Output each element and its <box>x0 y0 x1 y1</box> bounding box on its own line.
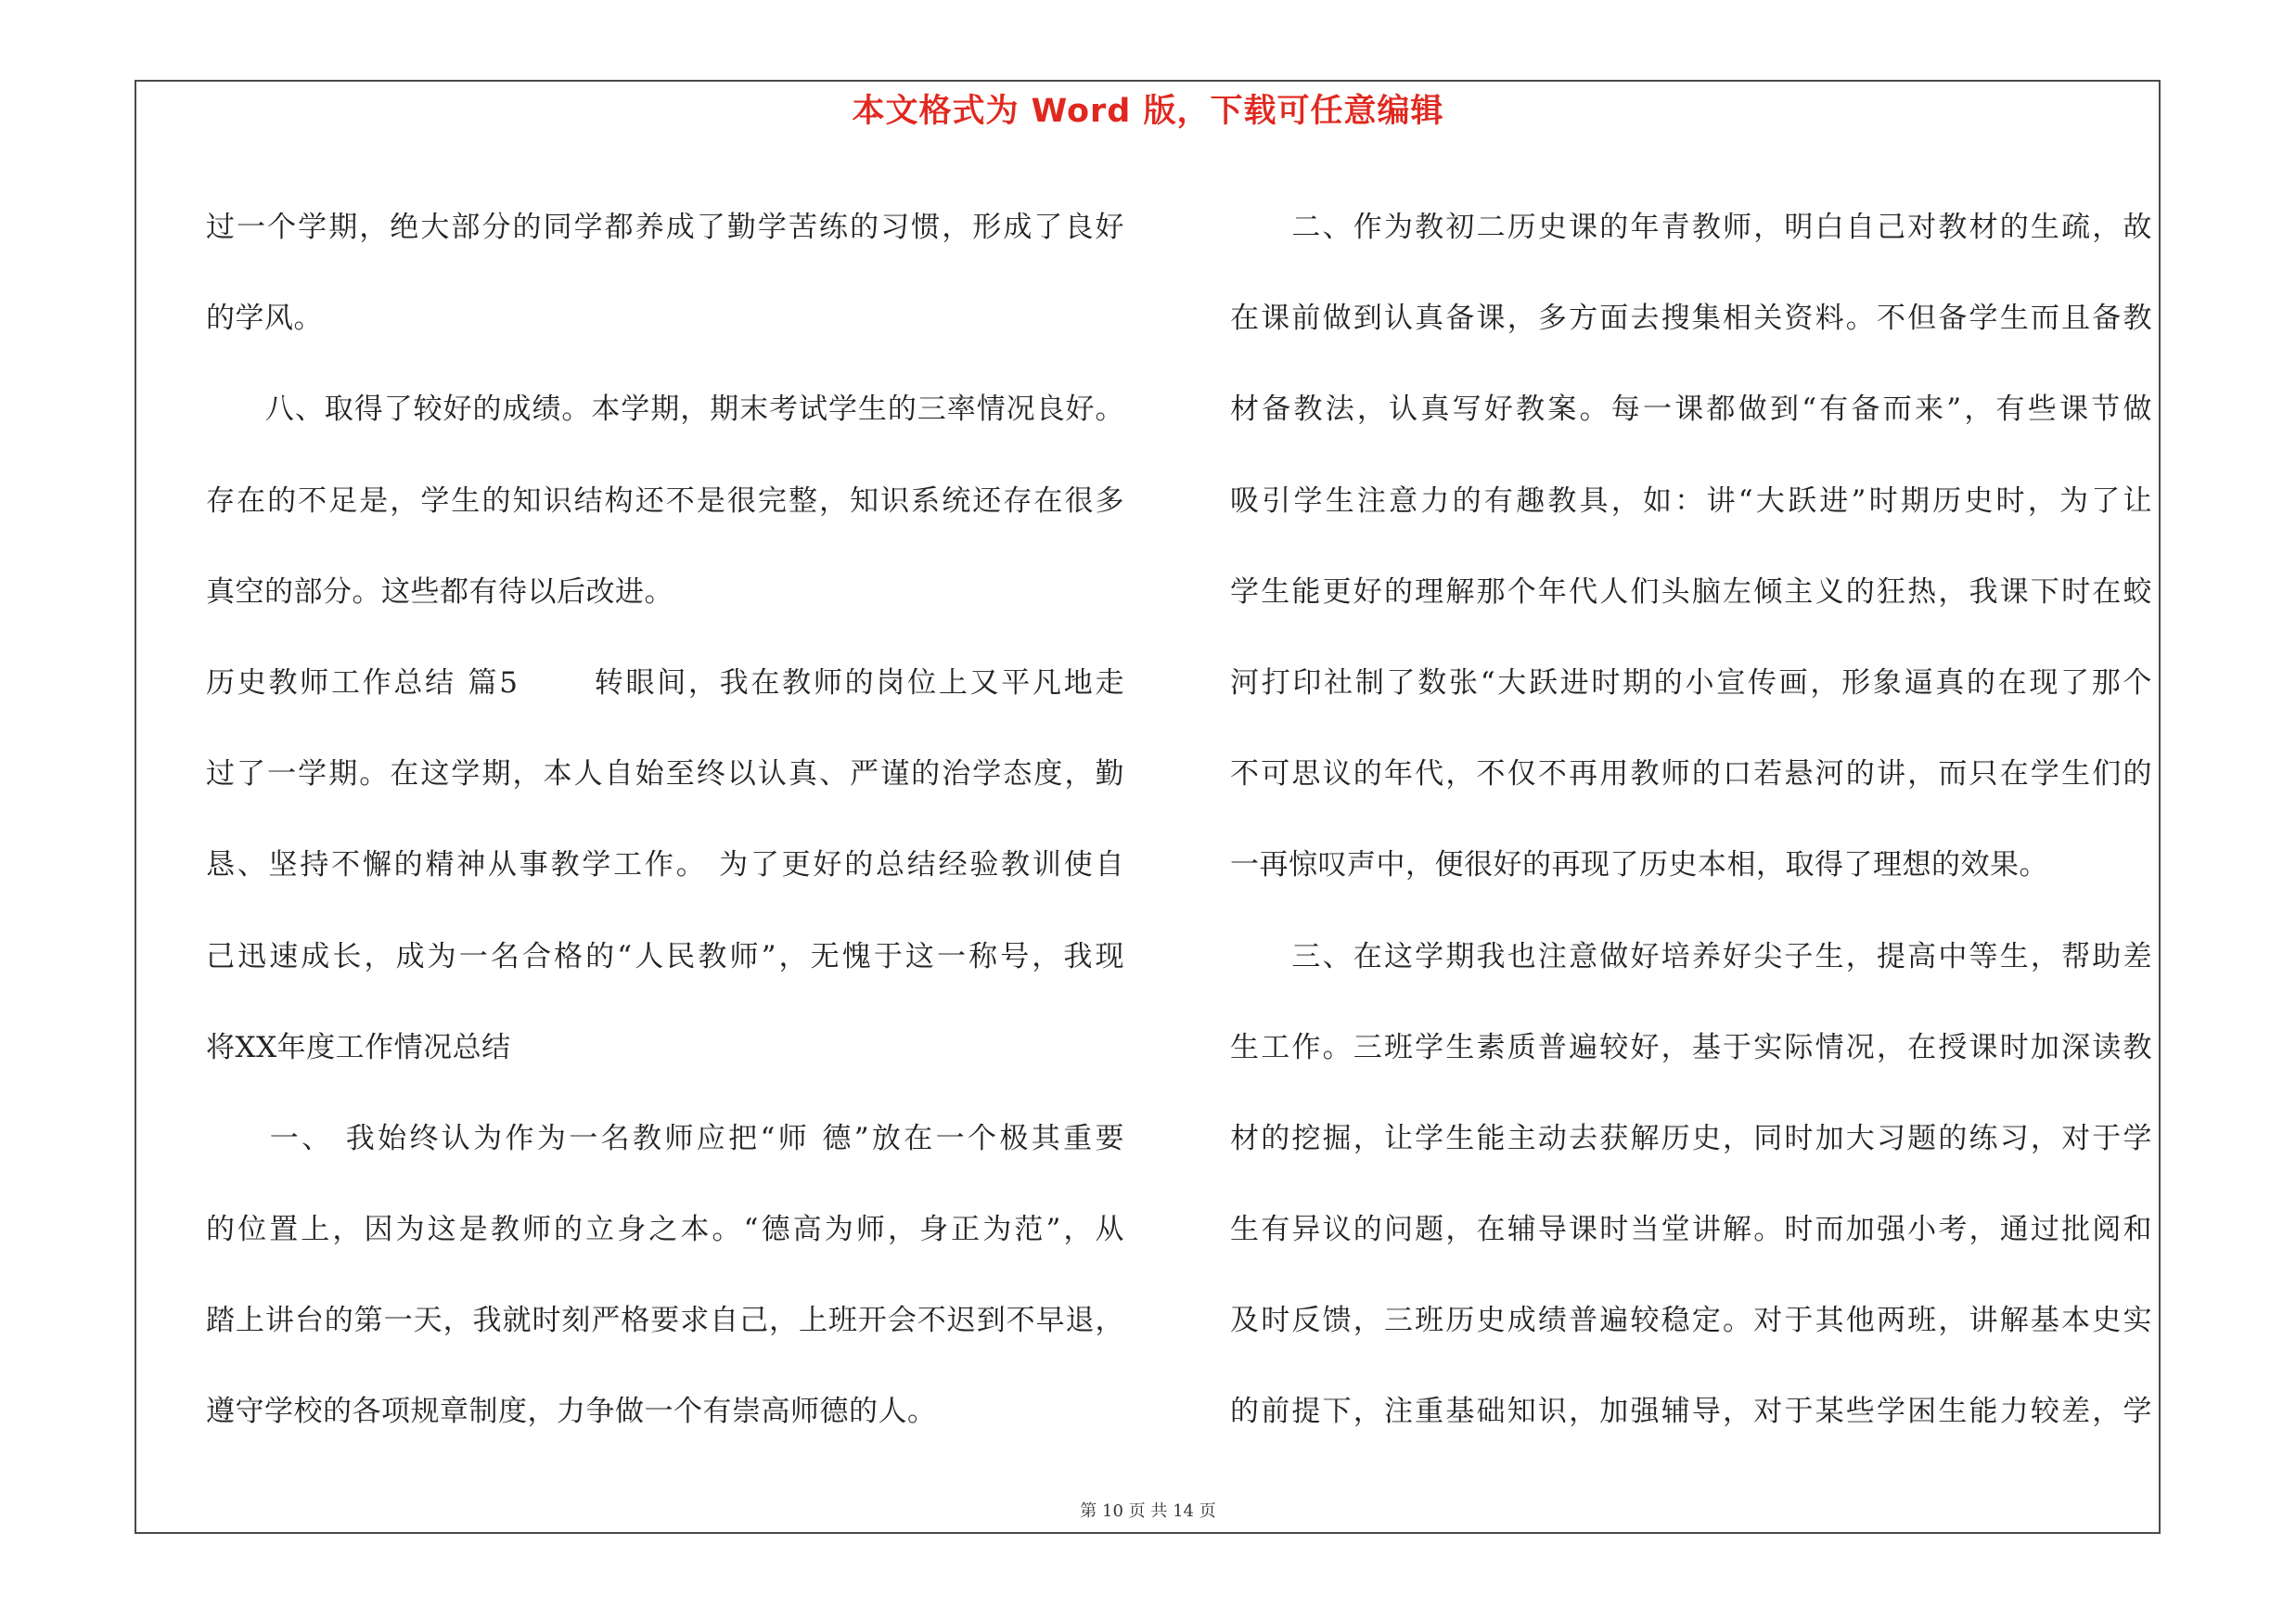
text-line: 过了一学期。在这学期，本人自始至终以认真、严谨的治学态度，勤 <box>206 757 1124 792</box>
text-line: 的位置上，因为这是教师的立身之本。“德高为师，身正为范”，从 <box>206 1213 1124 1247</box>
text-line: 学生能更好的理解那个年代人们头脑左倾主义的狂热，我课下时在蛟 <box>1230 574 2152 609</box>
text-line: 己迅速成长，成为一名合格的“人民教师”，无愧于这一称号，我现 <box>206 939 1124 973</box>
text-line: 及时反馈，三班历史成绩普遍较稳定。对于其他两班，讲解基本史实 <box>1230 1304 2152 1338</box>
left-column <box>206 182 1124 1458</box>
text-line: 一、 我始终认为作为一名教师应把“师 德”放在一个极其重要 <box>206 1121 1124 1155</box>
text-line: 过一个学期，绝大部分的同学都养成了勤学苦练的习惯，形成了良好 <box>206 211 1124 244</box>
text-line: 历史教师工作总结 篇5 转眼间，我在教师的岗位上又平凡地走 <box>206 665 1124 700</box>
right-column <box>1230 182 2152 1458</box>
text-line: 存在的不足是，学生的知识结构还不是很完整，知识系统还存在很多 <box>206 483 1124 518</box>
text-line: 八、取得了较好的成绩。本学期，期末考试学生的三率情况良好。 <box>206 393 1124 427</box>
text-line: 生工作。三班学生素质普遍较好，基于实际情况，在授课时加深读教 <box>1230 1030 2152 1064</box>
text-line: 在课前做到认真备课，多方面去搜集相关资料。不但备学生而且备教 <box>1230 302 2152 336</box>
text-line: 材的挖掘，让学生能主动去获解历史，同时加大习题的练习，对于学 <box>1230 1121 2152 1155</box>
text-line: 三、在这学期我也注意做好培养好尖子生，提高中等生，帮助差 <box>1230 939 2152 973</box>
text-line: 一再惊叹声中，便很好的再现了历史本相，取得了理想的效果。 <box>1230 848 2048 882</box>
text-line: 遵守学校的各项规章制度，力争做一个有崇高师德的人。 <box>206 1395 937 1429</box>
text-line: 吸引学生注意力的有趣教具，如：讲“大跃进”时期历史时，为了让 <box>1230 483 2152 518</box>
text-line: 材备教法，认真写好教案。每一课都做到“有备而来”，有些课节做 <box>1230 393 2152 427</box>
text-line: 生有异议的问题，在辅导课时当堂讲解。时而加强小考，通过批阅和 <box>1230 1213 2152 1247</box>
text-line: 二、作为教初二历史课的年青教师，明白自己对教材的生疏，故 <box>1230 211 2152 244</box>
text-line: 踏上讲台的第一天，我就时刻严格要求自己，上班开会不迟到不早退， <box>206 1304 1124 1338</box>
text-line: 的前提下，注重基础知识，加强辅导，对于某些学困生能力较差，学 <box>1230 1395 2152 1429</box>
format-banner: 本文格式为 Word 版，下载可任意编辑 <box>852 93 1444 130</box>
text-line: 真空的部分。这些都有待以后改进。 <box>206 574 673 609</box>
text-line: 的学风。 <box>206 302 323 336</box>
text-line: 不可思议的年代，不仅不再用教师的口若悬河的讲，而只在学生们的 <box>1230 757 2152 792</box>
page-number: 第 10 页 共 14 页 <box>1080 1501 1216 1521</box>
text-line: 河打印社制了数张“大跃进时期的小宣传画，形象逼真的在现了那个 <box>1230 665 2152 700</box>
text-line: 将XX年度工作情况总结 <box>206 1030 511 1064</box>
text-line: 恳、坚持不懈的精神从事教学工作。 为了更好的总结经验教训使自 <box>206 848 1124 882</box>
